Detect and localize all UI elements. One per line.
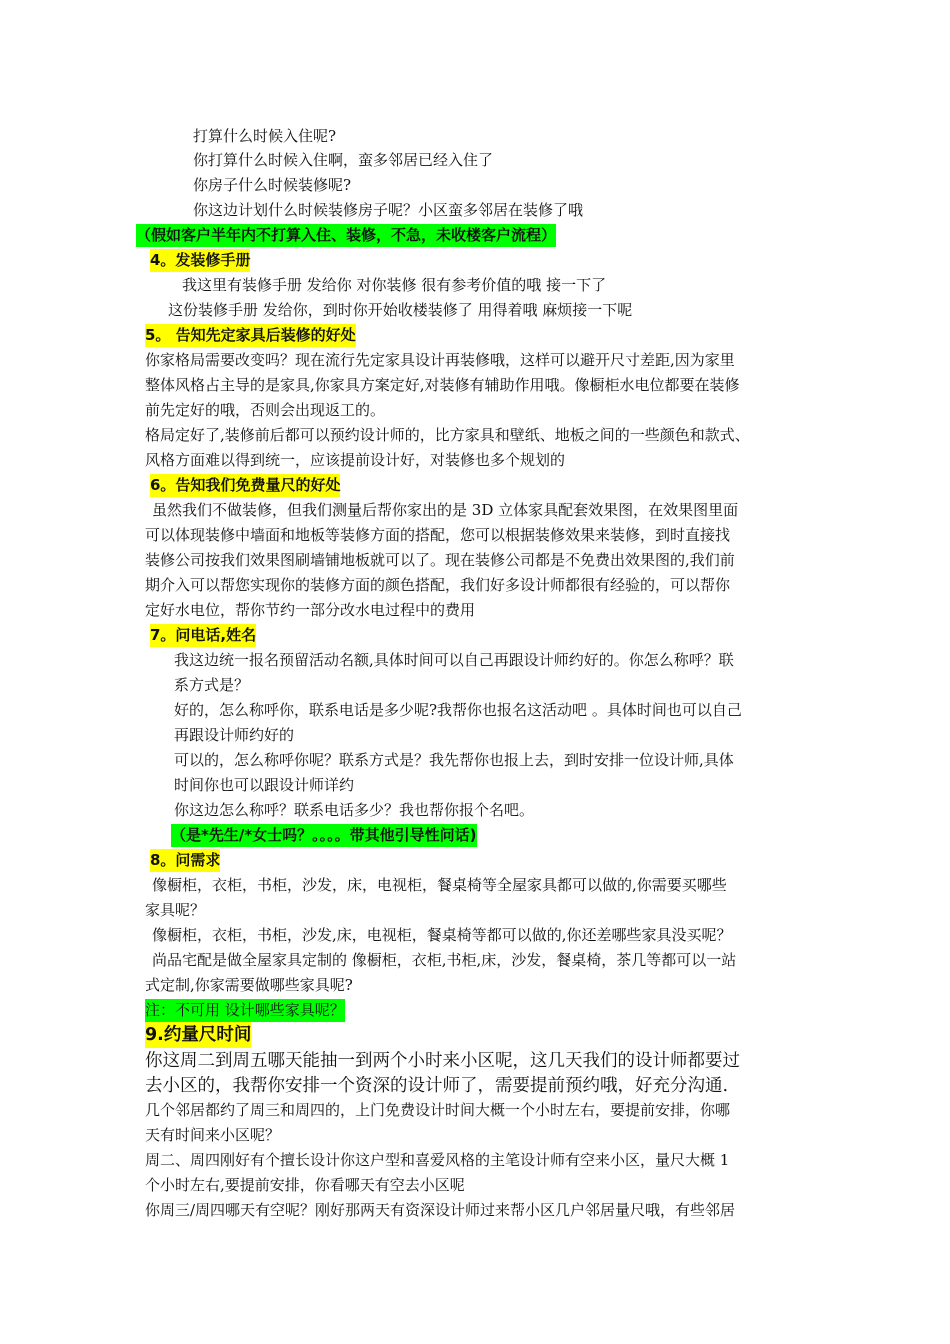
paragraph-line: 几个邻居都约了周三和周四的，上门免费设计时间大概一个小时左右，要提前安排，你哪: [145, 1101, 731, 1119]
paragraph-line: 前先定好的哦，否则会出现返工的。: [145, 401, 386, 419]
script-line: 打算什么时候入住呢?: [193, 127, 337, 145]
paragraph-line: 期介入可以帮您实现你的装修方面的颜色搭配，我们好多设计师都很有经验的，可以帮你: [145, 576, 731, 594]
paragraph-line: 式定制,你家需要做哪些家具呢?: [145, 976, 353, 994]
paragraph-line: 定好水电位，帮你节约一部分改水电过程中的费用: [145, 601, 476, 619]
script-line: 我这边统一报名预留活动名额,具体时间可以自己再跟设计师约好的。你怎么称呼？联: [174, 651, 734, 669]
paragraph-line: 个小时左右,要提前安排，你看哪天有空去小区呢: [145, 1176, 465, 1194]
paragraph-line: 家具呢？: [145, 901, 206, 919]
script-line: 可以的，怎么称呼你呢？联系方式是？我先帮你也报上去，到时安排一位设计师,具体: [174, 751, 734, 769]
flow-note: （假如客户半年内不打算入住、装修，不急，未收楼客户流程）: [136, 224, 556, 247]
section-heading: 6。告知我们免费量尺的好处: [150, 474, 340, 497]
paragraph-line: 像橱柜，衣柜，书柜，沙发，床，电视柜，餐桌椅等全屋家具都可以做的,你需要买哪些: [152, 876, 727, 894]
script-line: 你这边计划什么时候装修房子呢？小区蛮多邻居在装修了哦: [193, 201, 584, 219]
paragraph-line: 周二、周四刚好有个擅长设计你这户型和喜爱风格的主笔设计师有空来小区，量尺大概 1: [145, 1151, 730, 1169]
script-line: 时间你也可以跟设计师详约: [174, 776, 355, 794]
warning-note: 注：不可用 设计哪些家具呢？: [145, 999, 345, 1022]
section-heading: 9.约量尺时间: [145, 1022, 251, 1048]
guide-note: （是*先生/*女士吗？。。。。带其他引导性问话): [171, 824, 477, 847]
script-line-large: 你这周二到周五哪天能抽一到两个小时来小区呢，这几天我们的设计师都要过: [145, 1051, 740, 1071]
script-line-large: 去小区的，我帮你安排一个资深的设计师了，需要提前预约哦，好充分沟通.: [145, 1076, 729, 1096]
paragraph-line: 像橱柜，衣柜，书柜，沙发,床，电视柜，餐桌椅等都可以做的,你还差哪些家具没买呢？: [152, 926, 732, 944]
paragraph-line: 可以体现装修中墙面和地板等装修方面的搭配，您可以根据装修效果来装修，到时直接找: [145, 526, 731, 544]
paragraph-line: 风格方面难以得到统一，应该提前设计好，对装修也多个规划的: [145, 451, 566, 469]
script-line: 我这里有装修手册 发给你 对你装修 很有参考价值的哦 接一下了: [182, 276, 607, 294]
paragraph-line: 虽然我们不做装修，但我们测量后帮你家出的是 3D 立体家具配套效果图，在效果图里面: [152, 501, 739, 519]
script-line: 你房子什么时候装修呢?: [193, 176, 352, 194]
section-heading: 8。问需求: [150, 849, 220, 872]
paragraph-line: 你周三/周四哪天有空呢？刚好那两天有资深设计师过来帮小区几户邻居量尺哦，有些邻居: [145, 1201, 736, 1219]
script-line: 你打算什么时候入住啊，蛮多邻居已经入住了: [193, 151, 494, 169]
paragraph-line: 天有时间来小区呢？: [145, 1126, 281, 1144]
paragraph-line: 尚品宅配是做全屋家具定制的 像橱柜，衣柜,书柜,床，沙发，餐桌椅，茶几等都可以一站: [152, 951, 737, 969]
section-heading: 5。 告知先定家具后装修的好处: [145, 324, 356, 347]
section-heading: 7。问电话,姓名: [150, 624, 256, 647]
paragraph-line: 整体风格占主导的是家具,你家具方案定好,对装修有辅助作用哦。像橱柜水电位都要在装修: [145, 376, 740, 394]
paragraph-line: 你家格局需要改变吗？现在流行先定家具设计再装修哦，这样可以避开尺寸差距,因为家里: [145, 351, 735, 369]
script-line: 系方式是？: [174, 676, 250, 694]
script-line: 你这边怎么称呼？联系电话多少？我也帮你报个名吧。: [174, 801, 535, 819]
script-line: 好的，怎么称呼你，联系电话是多少呢?我帮你也报名这活动吧 。具体时间也可以自己: [174, 701, 742, 719]
script-line: 再跟设计师约好的: [174, 726, 295, 744]
script-line: 这份装修手册 发给你，到时你开始收楼装修了 用得着哦 麻烦接一下呢: [168, 301, 633, 319]
paragraph-line: 装修公司按我们效果图刷墙铺地板就可以了。现在装修公司都是不免费出效果图的,我们前: [145, 551, 735, 569]
section-heading: 4。发装修手册: [150, 249, 250, 272]
paragraph-line: 格局定好了,装修前后都可以预约设计师的，比方家具和壁纸、地板之间的一些颜色和款式、: [145, 426, 750, 444]
